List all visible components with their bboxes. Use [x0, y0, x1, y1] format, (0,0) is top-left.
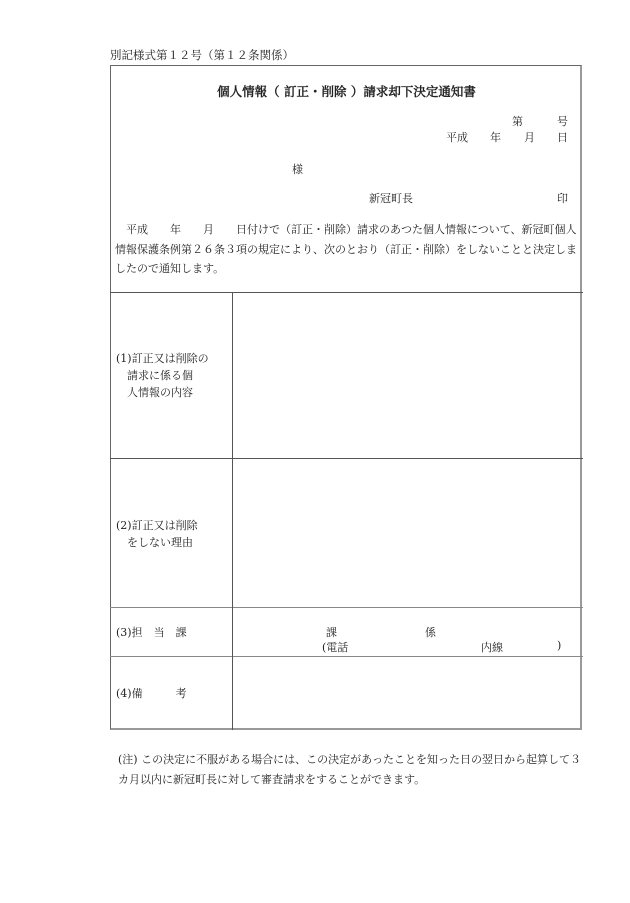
footnote: (注) この決定に不服がある場合には、この決定があったことを知った日の翌日から起算して３カ月以内に新冠町長に対して審査請求をすることができます。: [118, 753, 581, 786]
label-line: (1)訂正又は削除の: [116, 352, 209, 365]
close-paren: ): [557, 639, 562, 652]
subsection-label: 係: [425, 626, 436, 639]
field-remarks[interactable]: [233, 657, 582, 730]
seal-mark: 印: [557, 192, 568, 205]
field-refusal-reason[interactable]: [233, 459, 582, 607]
number-prefix: 第: [512, 115, 523, 128]
row-label-remarks: [116, 685, 187, 702]
date-day: 日: [557, 131, 568, 144]
label-line: (2)訂正又は削除: [116, 519, 198, 532]
date-era: 平成: [446, 131, 468, 144]
field-correction-content[interactable]: [233, 293, 582, 458]
notice-body: 平成 年 月 日付けで（訂正・削除）請求のあつた個人情報について、新冠町個人情報保護条例第２６条３項の規定により、次のとおり（訂正・削除）をしないことと決定しましたので通知します。: [115, 223, 577, 275]
label-line: (3)担 当 課: [116, 626, 187, 639]
label-line: をしない理由: [116, 536, 193, 549]
row-label-correction-content: [116, 350, 209, 401]
label-line: 人情報の内容: [116, 386, 193, 399]
label-line: 請求に係る個: [116, 369, 193, 382]
form-number: 別記様式第１２号（第１２条関係）: [110, 48, 294, 62]
row-divider: [110, 607, 583, 608]
row-label-department: [116, 624, 187, 641]
date-month: 月: [524, 131, 535, 144]
phone-label: (電話: [322, 641, 349, 654]
section-label: 課: [326, 626, 337, 639]
row-label-refusal-reason: [116, 517, 198, 551]
label-line: (4)備 考: [116, 687, 187, 700]
issuer-name: 新冠町長: [369, 192, 413, 205]
document-title: 個人情報（ 訂正・削除 ）請求却下決定通知書: [217, 84, 476, 99]
date-year: 年: [490, 131, 501, 144]
number-suffix: 号: [557, 115, 568, 128]
extension-label: 内線: [481, 641, 503, 654]
addressee-suffix: 様: [292, 163, 303, 176]
